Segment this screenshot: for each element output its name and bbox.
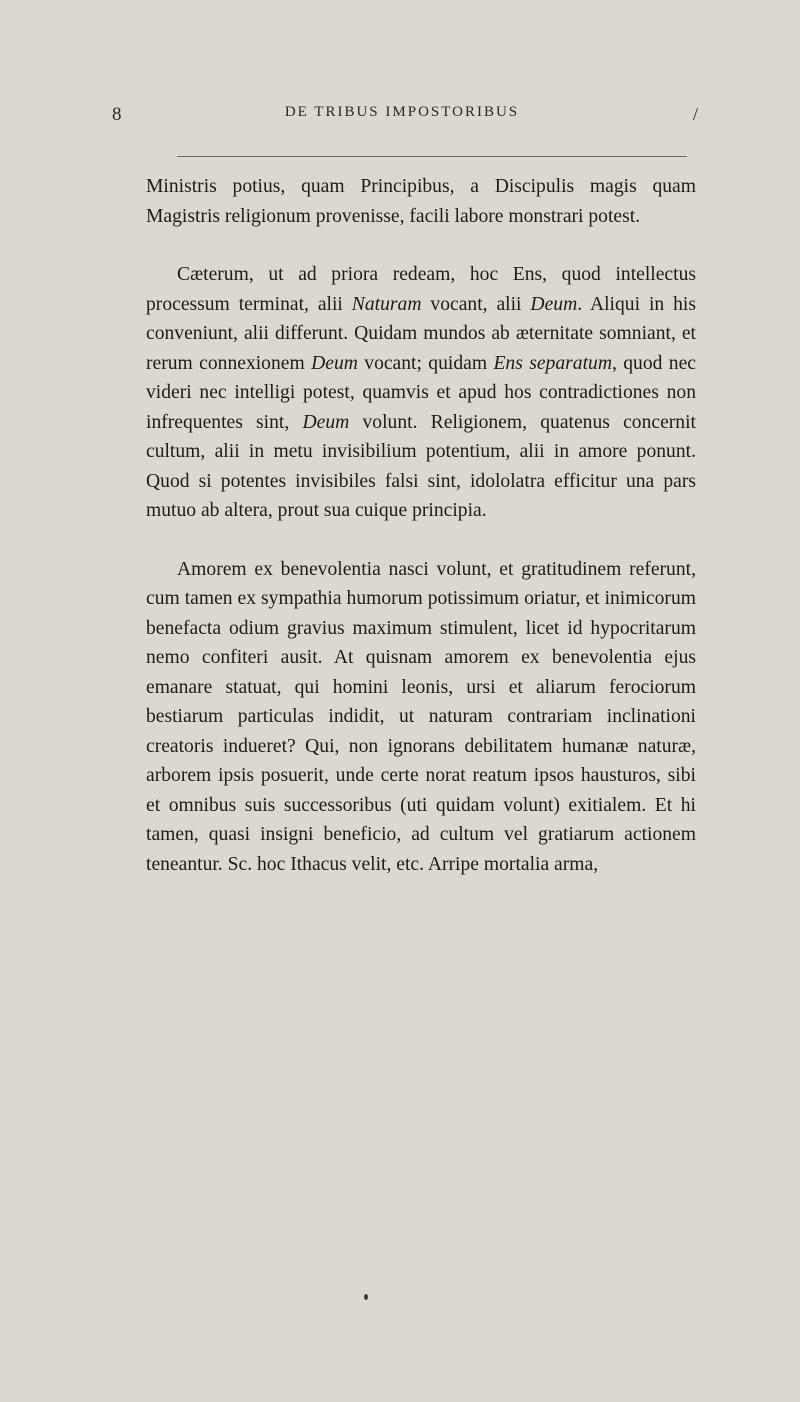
text-run: vocant; quidam xyxy=(357,352,494,374)
italic-term: Deum xyxy=(302,411,350,433)
text-run: vocant, alii xyxy=(421,293,531,315)
text-run: volunt. Religionem, quatenus concernit cultum, alii in metu invisibilium potentium, alii in amore ponunt. Quod si potentes invisibiles falsi sint, idololatra efficitur una pars mutuo ab altera, prout sua cuique principia. xyxy=(146,411,696,521)
corner-mark: / xyxy=(692,104,698,124)
italic-term: Deum xyxy=(530,293,578,315)
header-rule xyxy=(177,156,687,157)
text-run: Amorem ex benevolentia nasci volunt, et gratitudinem referunt, cum tamen ex sympathia humorum potissimum oriatur, et inimicorum benefacta odium gravius maximum stimulent, licet id hypocritarum nemo confiteri ausit. At quisnam amorem ex benevolentia ejus emanare statuat, qui homini leonis, ursi et aliarum ferociorum bestiarum particulas indidit, ut naturam contrariam inclinationi creatoris indueret? Qui, non ignorans debilitatem humanæ naturæ, arborem ipsis posuerit, unde certe norat reatum ipsos hausturos, sibi et omnibus suis successoribus (uti quidam volunt) exitialem. Et hi tamen, quasi insigni beneficio, ad cultum vel gratiarum actionem teneantur. Sc. hoc Ithacus velit, etc. Arripe mortalia arma, xyxy=(146,558,696,875)
body-text xyxy=(146,172,696,908)
page-number: 8 xyxy=(112,104,122,125)
text-run: . Aliqui in his conveniunt, alii differunt. Quidam mundos ab æternitate somniant, et rerum connexionem xyxy=(146,293,696,374)
italic-term: Ens separatum xyxy=(493,352,612,374)
italic-term: Naturam xyxy=(351,293,422,315)
text-run: , quod nec videri nec intelligi potest, quamvis et apud hos contradictiones non infrequentes sint, xyxy=(146,352,696,433)
text-run: Cæterum, ut ad priora redeam, hoc Ens, quod intellectus processum terminat, alii xyxy=(146,264,696,315)
italic-term: Deum xyxy=(311,352,358,374)
text-run: Ministris potius, quam Principibus, a Discipulis magis quam Magistris religionum provenisse, facili labore monstrari potest. xyxy=(146,176,696,227)
running-title: DE TRIBUS IMPOSTORIBUS xyxy=(284,104,520,120)
paragraph-3 xyxy=(146,555,696,880)
ink-dot xyxy=(364,1294,368,1300)
paragraph-1 xyxy=(146,172,696,231)
page-header xyxy=(112,104,698,128)
paragraph-2 xyxy=(146,260,696,526)
